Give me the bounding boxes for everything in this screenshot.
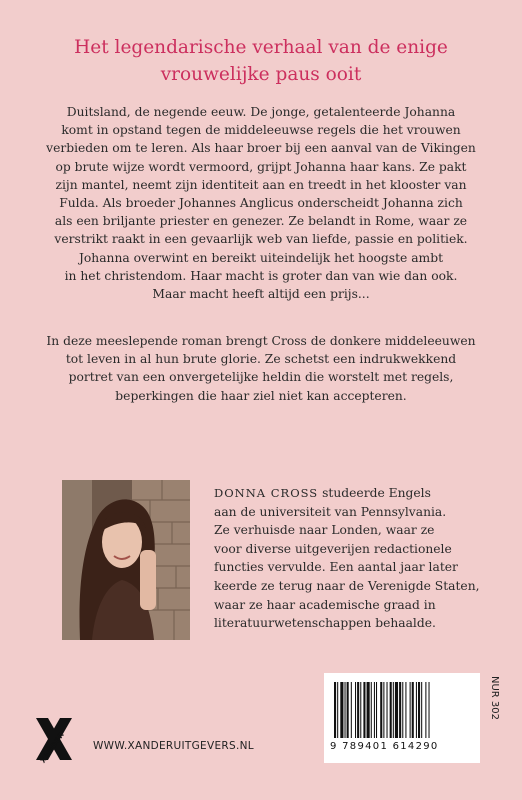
author-bio-line: keerde ze terug naar de Verenigde Staten, xyxy=(214,578,480,593)
author-bio-line: functies vervulde. Een aantal jaar later xyxy=(214,560,458,575)
nur-code xyxy=(484,676,508,730)
author-bio-line: studeerde Engels xyxy=(318,486,431,500)
blurb-line: verstrikt raakt in een gevaarlijk web van liefde, passie en politiek. xyxy=(54,232,468,247)
author-name: DONNA CROSS xyxy=(214,486,319,500)
author-bio-first-line xyxy=(214,484,514,503)
blurb-line: in het christendom. Haar macht is groter dan van wie dan ook. xyxy=(64,268,458,283)
blurb-line: verbieden om te leren. Als haar broer bij een aanval van de Vikingen xyxy=(46,141,476,156)
publisher-website: WWW.XANDERUITGEVERS.NL xyxy=(93,740,254,752)
author-bio-line: waar ze haar academische graad in xyxy=(214,597,436,612)
barcode-bars xyxy=(332,682,472,740)
tagline xyxy=(0,34,522,88)
barcode xyxy=(324,673,480,763)
author-bio-line: voor diverse uitgeverijen redactionele xyxy=(214,541,452,556)
blurb-line: komt in opstand tegen de middeleeuwse regels die het vrouwen xyxy=(61,123,461,138)
blurb-line: Maar macht heeft altijd een prijs... xyxy=(152,287,370,302)
author-bio xyxy=(214,484,514,633)
blurb-line: als een briljante priester en genezer. Ze belandt in Rome, waar ze xyxy=(54,214,468,229)
blurb-line: Johanna overwint en bereikt uiteindelijk het hoogste ambt xyxy=(78,250,444,265)
isbn-number: 9 789401 614290 xyxy=(330,741,439,752)
author-photo xyxy=(62,480,190,640)
author-bio-line: Ze verhuisde naar Londen, waar ze xyxy=(214,523,435,538)
blurb-line: In deze meeslepende roman brengt Cross de donkere middeleeuwen xyxy=(46,334,476,348)
blurb-paragraph-2 xyxy=(0,332,522,405)
blurb-line: op brute wijze wordt vermoord, grijpt Johanna haar kans. Ze pakt xyxy=(55,159,467,174)
blurb-line: tot leven in al hun brute glorie. Ze schetst een indrukwekkend xyxy=(65,352,457,367)
blurb-line: Fulda. Als broeder Johannes Anglicus onderscheidt Johanna zich xyxy=(59,196,463,211)
tagline-line: vrouwelijke paus ooit xyxy=(160,64,362,85)
author-bio-line: aan de universiteit van Pennsylvania. xyxy=(214,504,447,519)
blurb-line: portret van een onvergetelijke heldin die worstelt met regels, xyxy=(68,370,454,385)
blurb-line: Duitsland, de negende eeuw. De jonge, getalenteerde Johanna xyxy=(66,105,456,119)
author-portrait-photo xyxy=(62,480,190,640)
blurb-line: beperkingen die haar ziel niet kan accepteren. xyxy=(115,388,407,403)
blurb-line: zijn mantel, neemt zijn identiteit aan en treedt in het klooster van xyxy=(55,177,467,192)
author-bio-line: literatuurwetenschappen behaalde. xyxy=(214,616,436,631)
publisher-logo-text: XANDER xyxy=(39,730,67,765)
nur-code-text: NUR 302 xyxy=(489,676,500,721)
tagline-line: Het legendarische verhaal van de enige xyxy=(74,37,448,58)
blurb-paragraph-1 xyxy=(0,103,522,303)
